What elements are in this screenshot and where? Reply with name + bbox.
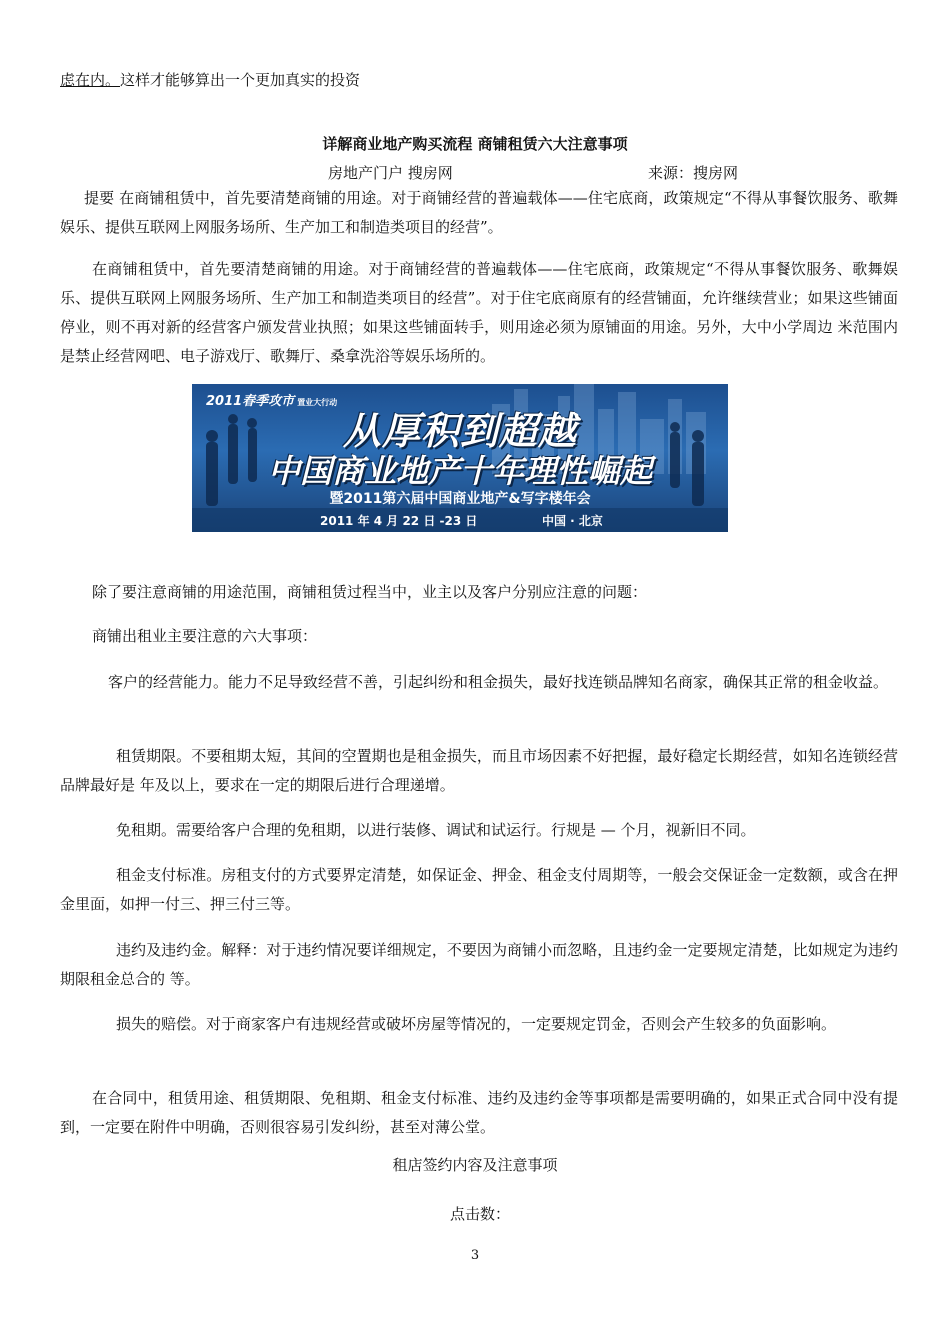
conference-banner-image — [192, 384, 728, 532]
banner-headline-1: 从厚积到超越 — [342, 409, 577, 453]
banner-location: 中国 · 北京 — [542, 514, 603, 528]
list-item-lease-term: 租赁期限。不要租期太短，其间的空置期也是租金损失，而且市场因素不好把握，最好稳定长期经营，如知名连锁经营品牌最好是 年及以上，要求在一定的期限后进行合理递增。 — [60, 747, 898, 794]
list-item-tenant-ability: 客户的经营能力。能力不足导致经营不善，引起纠纷和租金损失，最好找连锁品牌知名商家，确保其正常的租金收益。 — [108, 673, 889, 691]
banner-date: 2011 年 4 月 22 日 -23 日 — [320, 514, 478, 528]
list-item-damage-compensation: 损失的赔偿。对于商家客户有违规经营或破坏房屋等情况的，一定要规定罚金，否则会产生较多的负面影响。 — [116, 1015, 837, 1033]
banner-headline-2: 中国商业地产十年理性崛起 — [267, 452, 652, 490]
article-title: 详解商业地产购买流程 商铺租赁六大注意事项 — [322, 135, 628, 153]
paragraph-six-items-heading: 商铺出租业主要注意的六大事项： — [92, 627, 318, 645]
article-source: 来源：搜房网 — [648, 164, 739, 182]
paragraph-contract-summary: 在合同中，租赁用途、租赁期限、免租期、租金支付标准、违约及违约金等事项都是需要明确的，如果正式合同中没有提到，一定要在附件中明确，否则很容易引发纠纷，甚至对薄公堂。 — [60, 1089, 898, 1136]
fragment-rest: 这样才能够算出一个更加真实的投资 — [120, 71, 361, 89]
list-item-breach-penalty: 违约及违约金。解释：对于违约情况要详细规定，不要因为商铺小而忽略，且违约金一定要规定清楚，比如规定为违约期限租金总合的 等。 — [60, 941, 898, 988]
banner-subline: 暨2011第六届中国商业地产&写字楼年会 — [329, 491, 591, 507]
article-portal: 房地产门户 搜房网 — [328, 164, 453, 182]
article-summary: 提要 在商铺租赁中，首先要清楚商铺的用途。对于商铺经营的普遍载体——住宅底商，政策规定“不得从事餐饮服务、歌舞娱乐、提供互联网上网服务场所、生产加工和制造类项目的经营”。 — [60, 189, 898, 236]
list-item-payment-standard: 租金支付标准。房租支付的方式要界定清楚，如保证金、押金、租金支付周期等，一般会交保证金一定数额，或含在押金里面，如押一付三、押三付三等。 — [60, 866, 898, 913]
paragraph-usage: 在商铺租赁中，首先要清楚商铺的用途。对于商铺经营的普遍载体——住宅底商，政策规定“不得从事餐饮服务、歌舞娱乐、提供互联网上网服务场所、生产加工和制造类项目的经营”。对于住宅底商原有的经营铺面，允许继续营业；如果这些铺面停业，则不再对新的经营客户颁发营业执照；如果这些铺面转手，则用途必须为原铺面的用途。另外，大中小学周边 米范围内是禁止经营网吧、电子游戏厅、歌舞厅、桑拿洗浴等娱乐场所的。 — [60, 260, 898, 365]
page-number: 3 — [470, 1248, 480, 1263]
underlined-fragment: 虑在内。 — [60, 71, 121, 89]
banner-campaign-label: 2011春季攻市 置业大行动 — [206, 394, 338, 409]
related-article-link[interactable]: 租店签约内容及注意事项 — [392, 1156, 558, 1174]
click-count-label: 点击数： — [449, 1205, 510, 1223]
list-item-rent-free-period: 免租期。需要给客户合理的免租期，以进行装修、调试和试运行。行规是 — 个月，视新旧不同。 — [116, 821, 756, 839]
top-fragment-line — [60, 66, 896, 95]
paragraph-issues-intro: 除了要注意商铺的用途范围，商铺租赁过程当中，业主以及客户分别应注意的问题： — [92, 583, 648, 601]
